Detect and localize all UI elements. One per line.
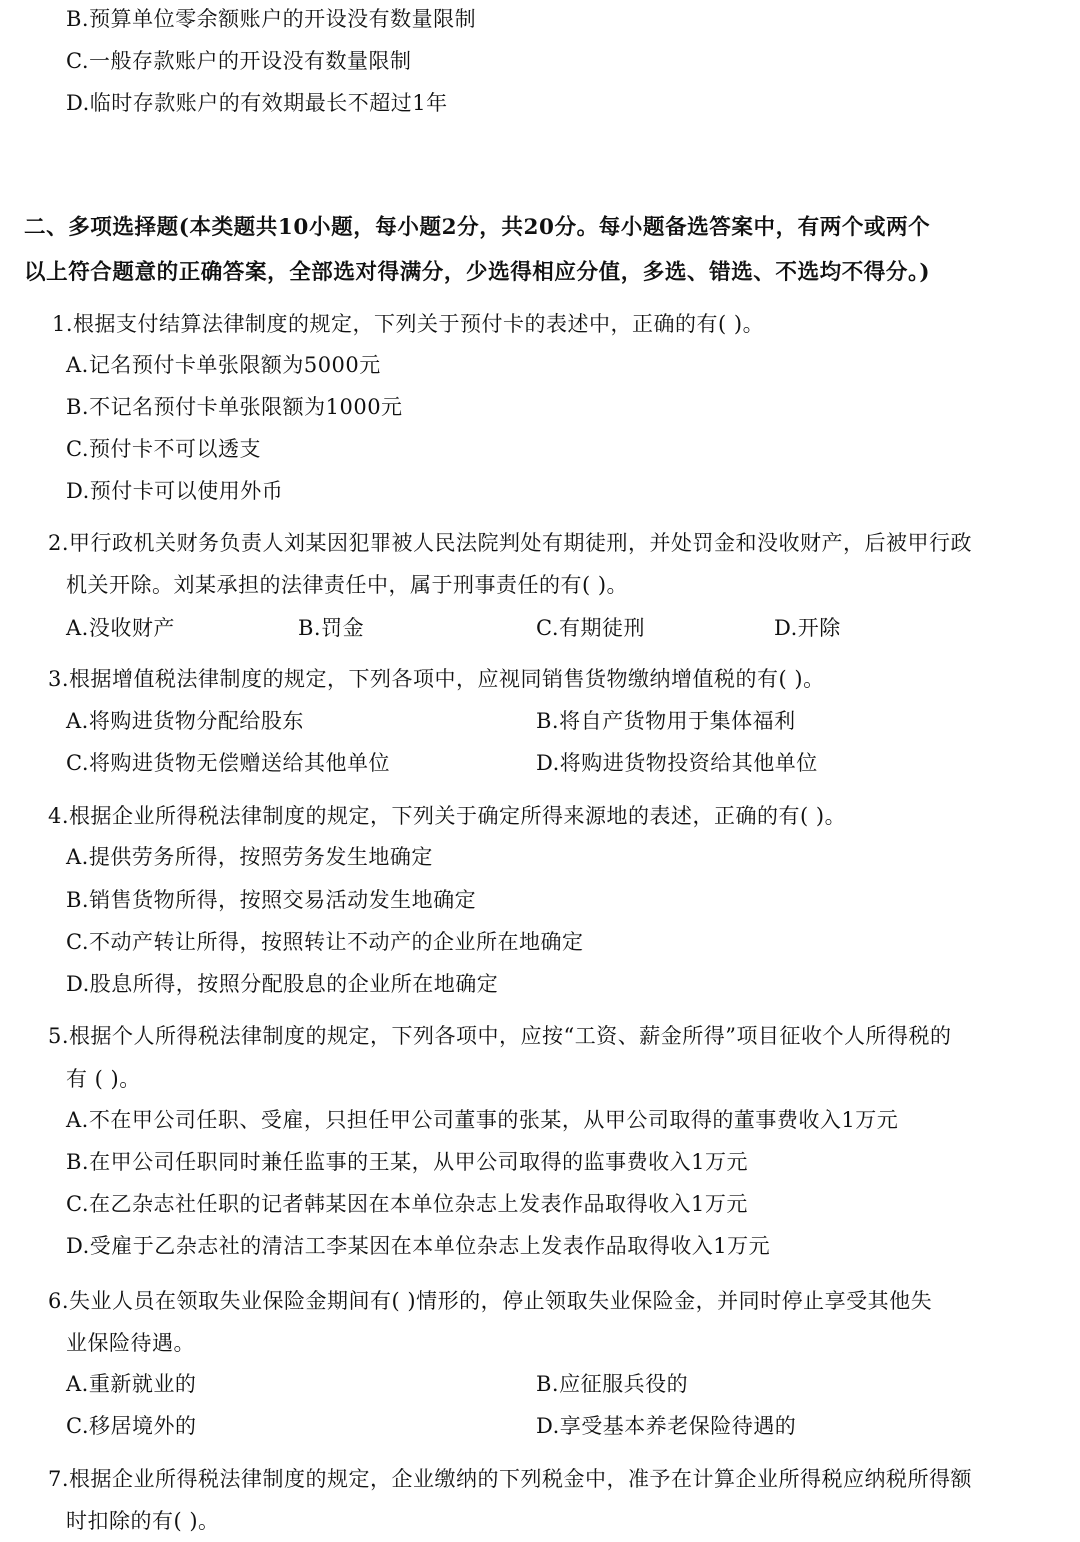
q3-option-d: D.将购进货物投资给其他单位 (536, 751, 818, 775)
q5-option-a: A.不在甲公司任职、受雇，只担任甲公司董事的张某，从甲公司取得的董事费收入1万元 (66, 1108, 899, 1132)
q6-stem-line2: 业保险待遇。 (66, 1331, 195, 1355)
q5-option-d: D.受雇于乙杂志社的清洁工李某因在本单位杂志上发表作品取得收入1万元 (66, 1234, 771, 1258)
section-heading-line1: 二、多项选择题(本类题共10小题，每小题2分，共20分。每小题备选答案中，有两个或两个 (24, 215, 931, 240)
q2-stem-line1: 2.甲行政机关财务负责人刘某因犯罪被人民法院判处有期徒刑，并处罚金和没收财产，后被甲行政 (48, 531, 973, 555)
q6-option-b: B.应征服兵役的 (536, 1372, 689, 1396)
q5-option-c: C.在乙杂志社任职的记者韩某因在本单位杂志上发表作品取得收入1万元 (66, 1192, 748, 1216)
q1-option-b: B.不记名预付卡单张限额为1000元 (66, 395, 403, 419)
q3-stem: 3.根据增值税法律制度的规定，下列各项中，应视同销售货物缴纳增值税的有( )。 (48, 667, 825, 691)
q5-stem-line2: 有 ( )。 (66, 1067, 141, 1091)
q2-stem-line2: 机关开除。刘某承担的法律责任中，属于刑事责任的有( )。 (66, 573, 629, 597)
q4-option-b: B.销售货物所得，按照交易活动发生地确定 (66, 888, 477, 912)
q1-option-c: C.预付卡不可以透支 (66, 437, 261, 461)
q5-option-b: B.在甲公司任职同时兼任监事的王某，从甲公司取得的监事费收入1万元 (66, 1150, 748, 1174)
q3-option-a: A.将购进货物分配给股东 (66, 709, 304, 733)
prev-option-d: D.临时存款账户的有效期最长不超过1年 (66, 91, 448, 115)
q6-option-d: D.享受基本养老保险待遇的 (536, 1414, 797, 1438)
q2-option-c: C.有期徒刑 (536, 616, 645, 640)
q2-option-b: B.罚金 (298, 616, 365, 640)
q4-option-a: A.提供劳务所得，按照劳务发生地确定 (66, 845, 433, 869)
q2-option-a: A.没收财产 (66, 616, 175, 640)
q1-stem: 1.根据支付结算法律制度的规定，下列关于预付卡的表述中，正确的有( )。 (52, 312, 765, 336)
q1-option-a: A.记名预付卡单张限额为5000元 (66, 353, 381, 377)
q2-option-d: D.开除 (774, 616, 841, 640)
q7-stem-line1: 7.根据企业所得税法律制度的规定，企业缴纳的下列税金中，准予在计算企业所得税应纳税所得额 (48, 1467, 973, 1491)
q3-option-b: B.将自产货物用于集体福利 (536, 709, 796, 733)
prev-option-c: C.一般存款账户的开设没有数量限制 (66, 49, 412, 73)
q6-option-a: A.重新就业的 (66, 1372, 197, 1396)
section-heading-line2: 以上符合题意的正确答案，全部选对得满分，少选得相应分值，多选、错选、不选均不得分。) (24, 260, 931, 285)
q4-option-c: C.不动产转让所得，按照转让不动产的企业所在地确定 (66, 930, 584, 954)
q5-stem-line1: 5.根据个人所得税法律制度的规定，下列各项中，应按“工资、薪金所得”项目征收个人所得税的 (48, 1024, 952, 1048)
q6-option-c: C.移居境外的 (66, 1414, 197, 1438)
prev-option-b: B.预算单位零余额账户的开设没有数量限制 (66, 7, 477, 31)
q4-option-d: D.股息所得，按照分配股息的企业所在地确定 (66, 972, 499, 996)
q1-option-d: D.预付卡可以使用外币 (66, 479, 284, 503)
q6-stem-line1: 6.失业人员在领取失业保险金期间有( )情形的，停止领取失业保险金，并同时停止享受其他失 (48, 1289, 933, 1313)
q7-stem-line2: 时扣除的有( )。 (66, 1509, 220, 1533)
q3-option-c: C.将购进货物无偿赠送给其他单位 (66, 751, 390, 775)
q4-stem: 4.根据企业所得税法律制度的规定，下列关于确定所得来源地的表述，正确的有( )。 (48, 804, 847, 828)
